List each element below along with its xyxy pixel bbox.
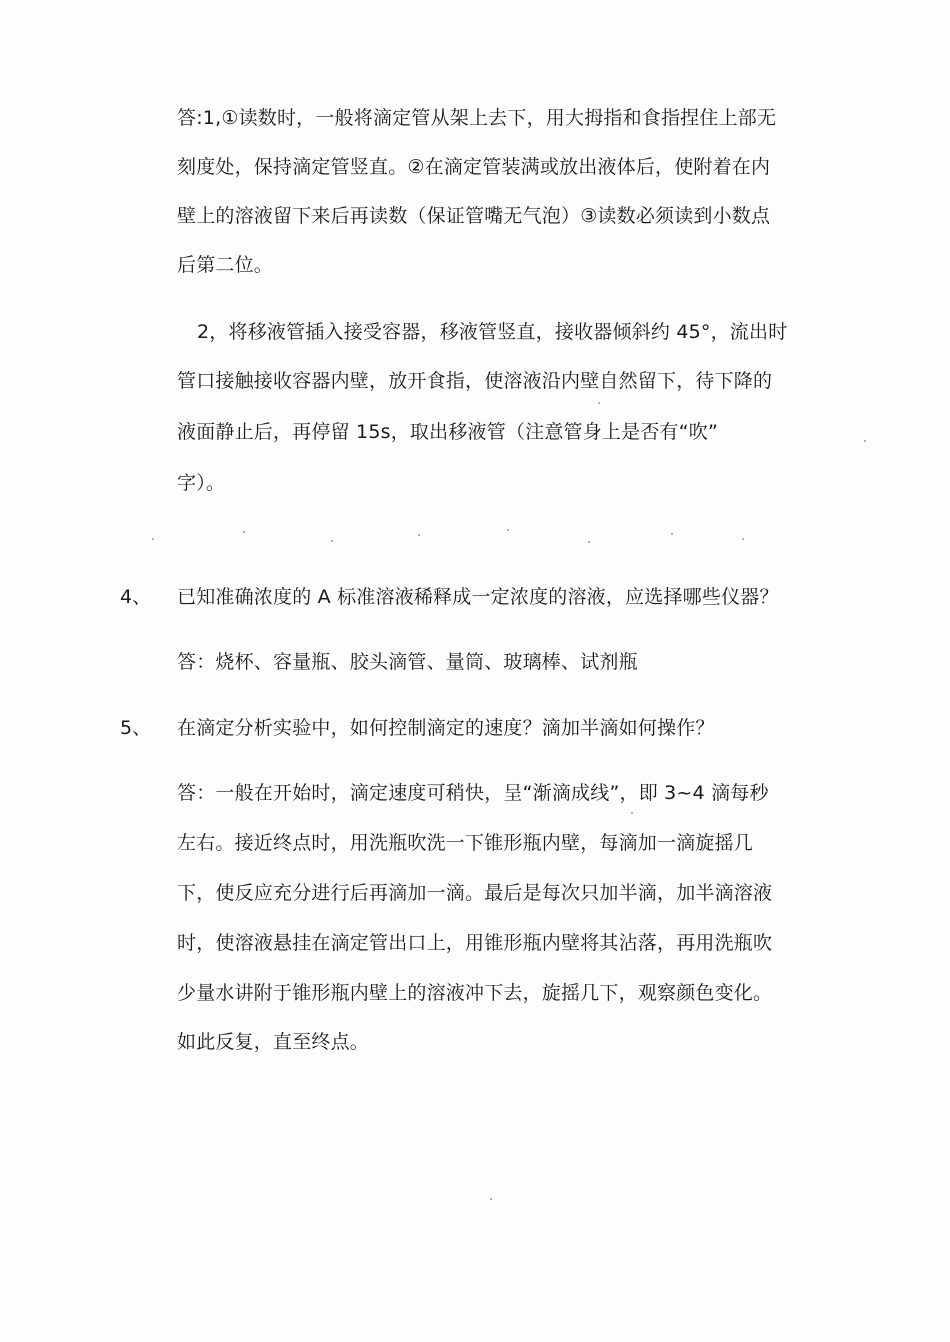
answer-1-line-3: 壁上的溶液留下来后再读数（保证管嘴无气泡）③读数必须读到小数点: [177, 205, 771, 227]
answer-2-line-2: 管口接触接收容器内壁，放开食指，使溶液沿内壁自然留下，待下降的: [177, 370, 773, 392]
scan-speck: [864, 440, 866, 442]
question-5-answer-line-2: 左右。接近终点时，用洗瓶吹洗一下锥形瓶内壁，每滴加一滴旋摇几: [177, 832, 754, 854]
scan-speck: [243, 531, 245, 533]
scan-speck: [331, 540, 333, 542]
answer-1-line-4: 后第二位。: [177, 254, 274, 276]
answer-2-line-3: 液面静止后，再停留 15s，取出移液管（注意管身上是否有“吹”: [177, 421, 719, 443]
answer-1-line-1: 答:1,①读数时，一般将滴定管从架上去下，用大拇指和食指捏住上部无: [177, 107, 777, 129]
answer-1-line-2: 刻度处，保持滴定管竖直。②在滴定管装满或放出液体后，使附着在内: [177, 156, 771, 178]
question-5-answer-line-5: 少量水讲附于锥形瓶内壁上的溶液冲下去，旋摇几下，观察颜色变化。: [177, 982, 773, 1004]
question-4-answer: 答：烧杯、容量瓶、胶头滴管、量筒、玻璃棒、试剂瓶: [177, 651, 638, 673]
scan-speck: [588, 541, 590, 543]
question-5-text: 在滴定分析实验中，如何控制滴定的速度？滴加半滴如何操作？: [177, 717, 715, 739]
scan-speck: [671, 533, 673, 535]
question-4-number: 4、: [120, 586, 152, 608]
scan-speck: [418, 534, 420, 536]
answer-2-line-4: 字）。: [177, 472, 226, 494]
scan-speck: [490, 1198, 492, 1200]
answer-2-line-1: 2，将移液管插入接受容器，移液管竖直，接收器倾斜约 45°，流出时: [197, 321, 788, 343]
scan-speck: [742, 538, 744, 540]
question-5-answer-line-6: 如此反复，直至终点。: [177, 1031, 370, 1053]
question-5-answer-line-3: 下，使反应充分进行后再滴加一滴。最后是每次只加半滴，加半滴溶液: [177, 882, 773, 904]
question-5-number: 5、: [120, 717, 152, 739]
question-5-answer-line-4: 时，使溶液悬挂在滴定管出口上，用锥形瓶内壁将其沾落，再用洗瓶吹: [177, 932, 773, 954]
question-4-text: 已知准确浓度的 A 标准溶液稀释成一定浓度的溶液，应选择哪些仪器？: [177, 586, 779, 608]
scan-speck: [152, 538, 154, 540]
scan-speck: [598, 402, 600, 404]
scan-speck: [507, 529, 509, 531]
scan-speck: [631, 812, 633, 814]
question-5-answer-line-1: 答：一般在开始时，滴定速度可稍快，呈“渐滴成线”，即 3~4 滴每秒: [177, 782, 769, 804]
